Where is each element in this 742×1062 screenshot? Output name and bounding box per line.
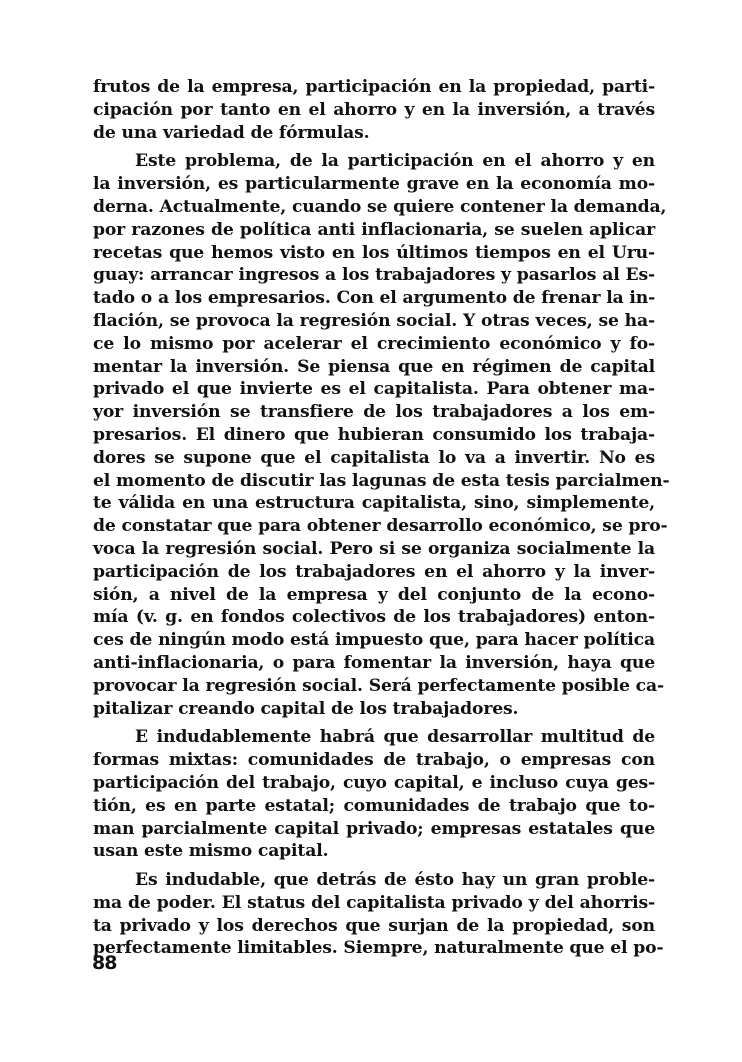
text-line: participación del trabajo, cuyo capital, e incluso cuya ges- [93,772,655,793]
text-line: la inversión, es particularmente grave en la economía mo- [93,174,655,195]
paragraph [93,150,670,720]
text-line: de una variedad de fórmulas. [93,122,370,143]
text-line: te válida en una estructura capitalista, sino, simplemente, [93,493,655,514]
text-line: cipación por tanto en el ahorro y en la inversión, a través [93,99,655,120]
text-line: privado el que invierte es el capitalista. Para obtener ma- [93,379,655,400]
text-line: anti-inflacionaria, o para fomentar la inversión, haya que [93,652,655,673]
text-line: el momento de discutir las lagunas de esta tesis parcialmen- [93,470,670,491]
text-line: ces de ningún modo está impuesto que, para hacer política [93,630,655,651]
text-line: perfectamente limitables. Siempre, naturalmente que el po- [93,938,664,959]
text-line: ce lo mismo por acelerar el crecimiento económico y fo- [93,333,655,354]
text-line: Es indudable, que detrás de ésto hay un gran proble- [135,870,655,891]
text-line: E indudablemente habrá que desarrollar multitud de [135,727,655,748]
text-line: flación, se provoca la regresión social. Y otras veces, se ha- [93,310,655,331]
text-line: derna. Actualmente, cuando se quiere contener la demanda, [93,196,667,217]
text-line: tión, es en parte estatal; comunidades de trabajo que to- [93,795,655,816]
text-line: formas mixtas: comunidades de trabajo, o empresas con [93,750,655,771]
text-line: mía (v. g. en fondos colectivos de los trabajadores) enton- [93,607,655,628]
text-line: presarios. El dinero que hubieran consumido los trabaja- [93,424,655,445]
text-line: por razones de política anti inflacionaria, se suelen aplicar [93,219,655,240]
paragraph [93,726,655,863]
body-text [93,76,670,960]
text-line: ta privado y los derechos que surjan de la propiedad, son [93,915,655,936]
text-line: mentar la inversión. Se piensa que en régimen de capital [93,356,655,377]
text-line: Este problema, de la participación en el ahorro y en [135,151,655,172]
text-line: recetas que hemos visto en los últimos tiempos en el Uru- [93,242,655,263]
text-line: provocar la regresión social. Será perfectamente posible ca- [93,675,664,696]
text-line: voca la regresión social. Pero si se organiza socialmente la [93,538,655,559]
text-line: de constatar que para obtener desarrollo económico, se pro- [93,516,668,537]
text-line: yor inversión se transfiere de los trabajadores a los em- [93,402,655,423]
paragraph [93,76,655,144]
text-line: dores se supone que el capitalista lo va a invertir. No es [93,447,655,468]
paragraph [93,869,664,960]
page-number: 88 [92,952,117,974]
text-line: frutos de la empresa, participación en la propiedad, parti- [93,77,655,97]
text-line: participación de los trabajadores en el ahorro y la inver- [93,561,655,582]
text-line: sión, a nivel de la empresa y del conjunto de la econo- [93,584,655,605]
text-line: ma de poder. El status del capitalista privado y del ahorris- [93,892,655,913]
text-line: usan este mismo capital. [93,841,329,862]
text-line: guay: arrancar ingresos a los trabajadores y pasarlos al Es- [93,265,655,286]
text-line: tado o a los empresarios. Con el argumento de frenar la in- [93,288,656,309]
text-line: pitalizar creando capital de los trabajadores. [93,698,519,719]
text-line: man parcialmente capital privado; empresas estatales que [93,818,655,839]
